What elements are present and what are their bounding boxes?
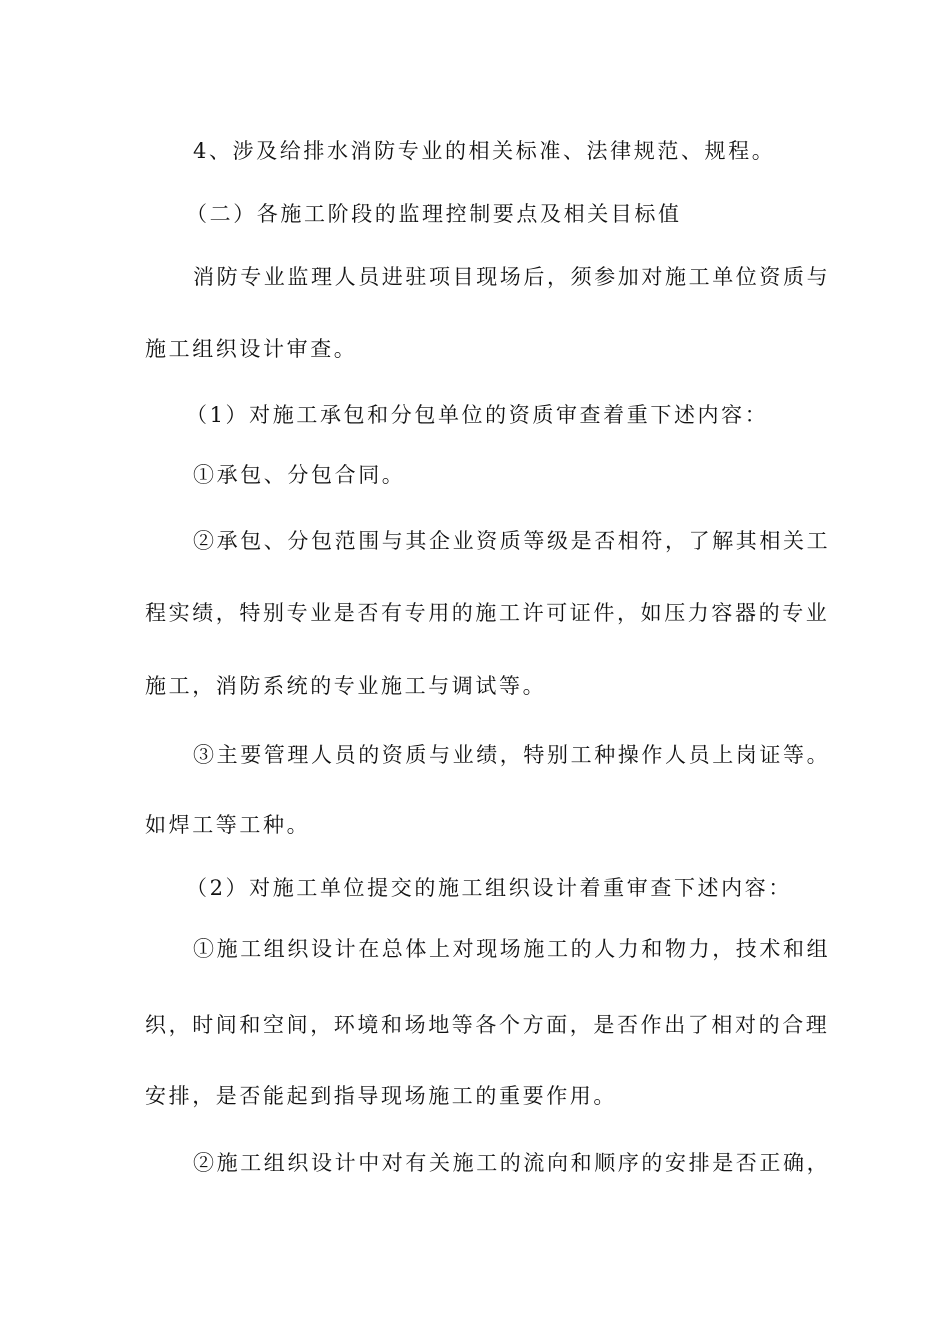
list-item-2-line-3: 施工，消防系统的专业施工与调试等。 xyxy=(145,674,547,698)
paragraph-intro-line-2: 施工组织设计审查。 xyxy=(145,337,358,361)
list-item-3-line-2: 如焊工等工种。 xyxy=(145,813,311,837)
paragraph-intro-line-1: 消防专业监理人员进驻项目现场后，须参加对施工单位资质与 xyxy=(193,265,831,289)
design-item-2-line-1: ②施工组织设计中对有关施工的流向和顺序的安排是否正确， xyxy=(193,1151,831,1175)
design-item-1-line-2: 织，时间和空间，环境和场地等各个方面，是否作出了相对的合理 xyxy=(145,1013,830,1037)
subheading-construction-design-review: （2）对施工单位提交的施工组织设计着重审查下述内容： xyxy=(186,876,792,900)
design-item-1-line-3: 安排，是否能起到指导现场施工的重要作用。 xyxy=(145,1084,617,1108)
section-heading: （二）各施工阶段的监理控制要点及相关目标值 xyxy=(186,202,682,226)
subheading-qualification-review: （1）对施工承包和分包单位的资质审查着重下述内容： xyxy=(186,403,769,427)
list-item-2-line-1: ②承包、分包范围与其企业资质等级是否相符，了解其相关工 xyxy=(193,529,831,553)
list-item-2-line-2: 程实绩，特别专业是否有专用的施工许可证件，如压力容器的专业 xyxy=(145,601,830,625)
list-item-3-line-1: ③主要管理人员的资质与业绩，特别工种操作人员上岗证等。 xyxy=(193,743,831,767)
list-item-1: ①承包、分包合同。 xyxy=(193,463,406,487)
design-item-1-line-1: ①施工组织设计在总体上对现场施工的人力和物力，技术和组 xyxy=(193,937,831,961)
paragraph-standards: 4、涉及给排水消防专业的相关标准、法律规范、规程。 xyxy=(193,139,776,163)
